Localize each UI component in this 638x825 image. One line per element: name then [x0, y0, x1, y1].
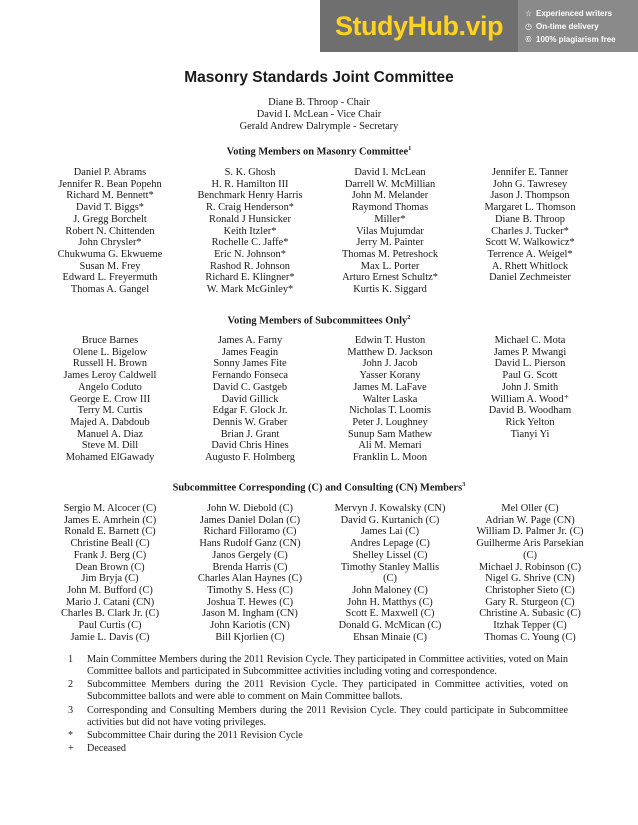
member-name: Sergio M. Alcocer (C) — [63, 503, 157, 514]
member-name: Angelo Coduto — [78, 381, 142, 393]
member-column — [320, 167, 460, 296]
member-name: Jason M. Ingham (CN) — [202, 608, 298, 620]
member-name: Thomas A. Gangel — [70, 284, 150, 296]
member-name: Yasser Korany — [359, 370, 421, 382]
member-name: Edgar F. Glock Jr. — [212, 405, 288, 417]
member-name: Terry M. Curtis — [77, 405, 143, 417]
member-name: James P. Mwangi — [493, 346, 567, 358]
member-name: Scott W. Walkowicz* — [485, 237, 575, 249]
member-name: Ronald E. Barnett (C) — [64, 526, 156, 538]
member-name: Benchmark Henry Harris — [197, 190, 303, 202]
member-column — [320, 335, 460, 464]
member-name: Majed A. Dabdoub — [70, 416, 150, 428]
member-name: George E. Crow III — [69, 393, 151, 405]
footnote-text: Subcommittee Chair during the 2011 Revision Cycle — [87, 729, 303, 741]
member-name: Rochelle C. Jaffe* — [211, 237, 289, 249]
member-name: Franklin L. Moon — [352, 452, 428, 464]
member-name: John W. Diebold (C) — [206, 503, 293, 514]
member-name: Charles J. Tucker* — [491, 225, 569, 237]
member-name: Daniel Zechmeister — [489, 272, 571, 284]
member-name: Fernando Fonseca — [212, 370, 288, 382]
footnotes — [68, 654, 568, 757]
member-name: Mel Oller (C) — [501, 503, 559, 514]
member-column — [460, 503, 600, 643]
member-name: Sonny James Fite — [213, 358, 287, 370]
officer-vice-chair: David I. McLean - Vice Chair — [256, 108, 382, 120]
member-name: William A. Wood⁺ — [490, 393, 570, 405]
member-name: Mohamed ElGawady — [65, 452, 155, 464]
member-grid-voting-sub — [40, 335, 600, 464]
member-name: Bill Kjorlien (C) — [215, 631, 285, 643]
member-name: Susan M. Frey — [79, 260, 141, 272]
member-grid-voting-main — [40, 167, 600, 296]
member-name: James A. Farny — [217, 335, 283, 346]
footnote — [68, 654, 568, 678]
member-name: Michael J. Robinson (C) — [478, 561, 582, 573]
member-name: Edward L. Freyermuth — [62, 272, 158, 284]
feature-label: 100% plagiarism free — [536, 34, 616, 44]
member-name: Nigel G. Shrive (CN) — [485, 573, 575, 585]
footnote-text: Corresponding and Consulting Members during the 2011 Revision Cycle. They could participate in Subcommittee activities but did not have voting privileges. — [87, 704, 568, 728]
member-name: Keith Itzler* — [223, 225, 277, 237]
member-name: (C) — [383, 573, 397, 585]
member-name: Richard E. Klingner* — [205, 272, 295, 284]
member-name: James Lai (C) — [360, 526, 420, 538]
member-name: David Chris Hines — [211, 440, 289, 452]
member-name: S. K. Ghosh — [224, 167, 276, 178]
section-heading-text: Voting Members on Masonry Committee — [226, 146, 409, 158]
member-name: Ali M. Memari — [358, 440, 422, 452]
studyhub-logo: StudyHub.vip — [320, 0, 518, 52]
document-title: Masonry Standards Joint Committee — [184, 69, 454, 86]
section-heading-corresponding — [0, 481, 638, 493]
member-name: Christopher Sieto (C) — [485, 584, 575, 596]
member-name: James Leroy Caldwell — [63, 370, 157, 382]
member-name: H. R. Hamilton III — [211, 178, 289, 190]
footnote-marker: * — [68, 729, 74, 741]
committee-officers — [0, 97, 638, 132]
member-name: Charles B. Clark Jr. (C) — [60, 608, 160, 620]
member-column — [460, 335, 600, 464]
member-name: David T. Biggs* — [75, 202, 145, 214]
member-column — [320, 503, 460, 643]
member-name: Shelley Lissel (C) — [352, 549, 428, 561]
member-name: Thomas M. Petreshock — [341, 248, 439, 260]
member-name: Ehsan Minaie (C) — [353, 631, 427, 643]
member-name: Miller* — [374, 213, 406, 225]
footnote-ref: 2 — [407, 314, 411, 321]
member-name: Scott E. Maxwell (C) — [345, 608, 435, 620]
member-name: Sunup Sam Mathew — [347, 428, 433, 440]
member-name: Olene L. Bigelow — [72, 346, 148, 358]
member-name: William D. Palmer Jr. (C) — [476, 526, 584, 538]
member-name: Mario J. Catani (CN) — [65, 596, 155, 608]
member-column — [180, 335, 320, 464]
footnote-marker: + — [68, 743, 74, 755]
member-name: James Daniel Dolan (C) — [199, 514, 301, 526]
member-name: Richard M. Bennett* — [66, 190, 154, 202]
member-name: Walter Laska — [362, 393, 418, 405]
member-name: David I. McLean — [354, 167, 426, 178]
member-name: John G. Tawresey — [492, 178, 568, 190]
member-name: Eric N. Johnson* — [214, 248, 286, 260]
member-name: Max L. Porter — [360, 260, 420, 272]
member-name: Timothy S. Hess (C) — [207, 584, 293, 596]
member-name: Terrence A. Weigel* — [487, 248, 573, 260]
member-name: Vilas Mujumdar — [356, 225, 424, 237]
footnote — [68, 705, 568, 729]
section-heading-voting-sub — [0, 314, 638, 326]
member-name: Chukwuma G. Ekwueme — [57, 248, 163, 260]
member-name: Dennis W. Graber — [212, 416, 288, 428]
member-name: John M. Bufford (C) — [67, 584, 153, 596]
feature-item — [524, 7, 638, 20]
member-name: Tianyi Yi — [510, 428, 550, 440]
section-heading-text: Subcommittee Corresponding (C) and Consulting (CN) Members — [172, 482, 463, 494]
member-name: Brian J. Grant — [220, 428, 280, 440]
member-name: John M. Melander — [351, 190, 429, 202]
member-name: John J. Smith — [501, 381, 559, 393]
member-name: Charles Alan Haynes (C) — [197, 573, 303, 585]
member-name: Daniel P. Abrams — [73, 167, 147, 178]
member-name: Itzhak Tepper (C) — [493, 620, 567, 632]
member-name: R. Craig Henderson* — [205, 202, 295, 214]
member-name: Paul G. Scott — [502, 370, 558, 382]
member-name: Steve M. Dill — [81, 440, 139, 452]
member-name: Manuel A. Diaz — [76, 428, 144, 440]
member-name: David C. Gastgeb — [212, 381, 288, 393]
member-name: Jamie L. Davis (C) — [70, 631, 150, 643]
member-name: John Kariotis (CN) — [210, 620, 290, 632]
member-name: Brenda Harris (C) — [212, 561, 288, 573]
footnote-marker: 2 — [68, 679, 74, 691]
section-heading-text: Voting Members of Subcommittees Only — [227, 315, 408, 327]
member-name: Darrell W. McMillian — [344, 178, 436, 190]
member-name: John H. Matthys (C) — [347, 596, 433, 608]
member-name: James Feagin — [221, 346, 279, 358]
member-name: Thomas C. Young (C) — [484, 631, 576, 643]
member-name: Nicholas T. Loomis — [349, 405, 431, 417]
member-name: Jennifer R. Bean Popehn — [58, 178, 162, 190]
member-name: David Gillick — [221, 393, 279, 405]
member-grid-corresponding — [40, 503, 600, 643]
member-name: J. Gregg Borchelt — [73, 213, 147, 225]
member-column — [180, 503, 320, 643]
member-name: Edwin T. Huston — [354, 335, 426, 346]
footnote-ref: 1 — [408, 145, 412, 152]
member-column — [40, 503, 180, 643]
member-name: Richard Filloramo (C) — [203, 526, 297, 538]
member-name: Jim Bryja (C) — [81, 573, 139, 585]
member-name: Dean Brown (C) — [75, 561, 145, 573]
section-heading-voting-main — [0, 145, 638, 157]
feature-item — [524, 33, 638, 46]
member-name: A. Rhett Whitlock — [491, 260, 569, 272]
member-name: Jennifer E. Tanner — [491, 167, 569, 178]
member-name: Raymond Thomas — [351, 202, 429, 214]
member-name: Matthew D. Jackson — [347, 346, 433, 358]
member-name: Peter J. Loughney — [352, 416, 428, 428]
member-column — [40, 335, 180, 464]
member-name: Janos Gergely (C) — [212, 549, 288, 561]
member-name: Russell H. Brown — [72, 358, 148, 370]
feature-item — [524, 20, 638, 33]
clock-icon: ◷ — [525, 21, 532, 31]
member-name: Adrian W. Page (CN) — [485, 514, 575, 526]
member-name: Robert N. Chittenden — [65, 225, 155, 237]
member-column — [180, 167, 320, 296]
member-column — [40, 167, 180, 296]
member-name: Donald G. McMican (C) — [338, 620, 442, 632]
member-name: Augusto F. Holmberg — [205, 452, 295, 464]
member-name: David L. Pierson — [494, 358, 566, 370]
member-name: David G. Kurtanich (C) — [340, 514, 440, 526]
officer-chair: Diane B. Throop - Chair — [268, 97, 370, 108]
member-name: Gary R. Sturgeon (C) — [485, 596, 575, 608]
member-name: Andres Lepage (C) — [350, 538, 430, 550]
footnote-marker: 1 — [68, 654, 74, 665]
member-name: (C) — [523, 549, 537, 561]
member-name: Rick Yelton — [505, 416, 555, 428]
member-name: Kurtis K. Siggard — [353, 284, 427, 296]
member-name: James E. Amrhein (C) — [63, 514, 157, 526]
member-name: Bruce Barnes — [81, 335, 139, 346]
member-name: Frank J. Berg (C) — [73, 549, 147, 561]
member-name: W. Mark McGinley* — [206, 284, 294, 296]
member-name: Rashod R. Johnson — [210, 260, 290, 272]
feature-label: On-time delivery — [536, 21, 599, 31]
feature-label: Experienced writers — [536, 8, 613, 18]
footnote — [68, 679, 568, 703]
copyright-icon: © — [525, 34, 532, 44]
member-name: Hans Rudolf Ganz (CN) — [199, 538, 301, 550]
star-icon: ☆ — [524, 8, 533, 18]
member-column — [460, 167, 600, 296]
footnote-marker: 3 — [68, 704, 74, 716]
member-name: Guilherme Aris Parsekian — [476, 538, 584, 550]
member-name: John Chrysler* — [78, 237, 142, 249]
member-name: James M. LaFave — [353, 381, 427, 393]
officer-secretary: Gerald Andrew Dalrymple - Secretary — [239, 120, 399, 132]
member-name: Jerry M. Painter — [356, 237, 424, 249]
member-name: Paul Curtis (C) — [78, 620, 142, 632]
member-name: Ronald J Hunsicker — [209, 213, 291, 225]
member-name: Margaret L. Thomson — [484, 202, 576, 214]
footnote-text: Main Committee Members during the 2011 Revision Cycle. They participated in Committee activities, voted on Main Committee ballots and participated in Subcommittee activities including voting and correspondence. — [87, 654, 568, 677]
member-name: Michael C. Mota — [494, 335, 566, 346]
watermark-banner — [320, 0, 638, 52]
member-name: Arturo Ernest Schultz* — [342, 272, 438, 284]
footnote-text: Deceased — [87, 743, 127, 755]
footnote-text: Subcommittee Members during the 2011 Revision Cycle. They participated in Committee activities, voted on Subcommittee ballots and were able to comment on Main Committee ballots. — [87, 679, 568, 703]
member-name: Jason J. Thompson — [490, 190, 570, 202]
member-name: Joshua T. Hewes (C) — [206, 596, 294, 608]
member-name: Diane B. Throop — [495, 213, 565, 225]
member-name: David B. Woodham — [488, 405, 572, 417]
member-name: John Maloney (C) — [352, 584, 428, 596]
feature-list — [518, 7, 638, 46]
member-name: Christine A. Subasic (C) — [479, 608, 581, 620]
footnote — [68, 730, 568, 742]
footnote — [68, 743, 568, 755]
member-name: Christine Beall (C) — [70, 538, 150, 550]
member-name: Mervyn J. Kowalsky (CN) — [334, 503, 446, 514]
member-name: Timothy Stanley Mallis — [340, 561, 440, 573]
member-name: John J. Jacob — [362, 358, 418, 370]
footnote-ref: 3 — [462, 481, 466, 488]
